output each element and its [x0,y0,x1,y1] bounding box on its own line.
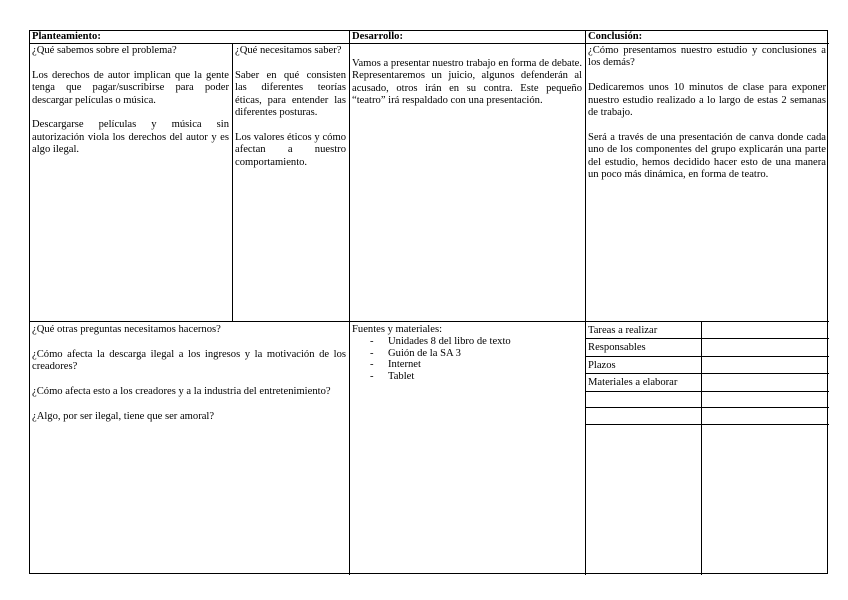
task-row-divider [585,424,829,425]
task-row-divider [585,373,829,374]
deadlines-label: Plazos [588,360,616,371]
question-income: ¿Cómo afecta la descarga ilegal a los ingresos y la motivación de los creadores? [32,348,346,373]
known-about-problem-cell [32,45,229,157]
divider-planteamiento-cols [232,43,233,321]
task-row-divider [585,391,829,392]
desarrollo-cell [352,58,582,108]
ethical-theories-paragraph: Saber en qué consisten las diferentes teorías éticas, para entender las diferentes posturas. [235,69,346,119]
task-row-divider [585,407,829,408]
illegal-download-paragraph: Descargarse películas y música sin autorización viola los derechos del autor y es algo ilegal. [32,119,229,156]
other-questions-title: ¿Qué otras preguntas necesitamos hacernos? [32,324,221,335]
sources-list [352,336,582,383]
divider-tasks-cols [701,321,702,575]
list-item: - Tablet [352,371,582,383]
list-item: - Internet [352,359,582,371]
list-item: - Guión de la SA 3 [352,348,582,360]
planteamiento-header: Planteamiento: [32,31,101,42]
question-industry: ¿Cómo afecta esto a los creadores y a la industria del entretenimiento? [32,386,331,397]
tasks-label: Tareas a realizar [588,325,658,336]
list-item: - Unidades 8 del libro de texto [352,336,582,348]
header-row-divider [30,43,829,44]
question-amoral: ¿Algo, por ser ilegal, tiene que ser amoral? [32,410,215,422]
responsibles-label: Responsables [588,342,646,353]
conclusion-header: Conclusión: [588,31,643,42]
project-planning-table [29,30,828,574]
desarrollo-text: Vamos a presentar nuestro trabajo en forma de debate. Representaremos un juicio, algunos defenderán al acusado, otros irán en su contra. Este pequeño “teatro” irá respaldado con una presentación. [352,58,582,107]
ethical-values-paragraph: Los valores éticos y cómo afectan a nuestro comportamiento. [235,131,346,168]
desarrollo-header: Desarrollo: [352,31,403,42]
divider-desarrollo-left [349,31,350,575]
materials-label: Materiales a elaborar [588,377,678,388]
known-question: ¿Qué sabemos sobre el problema? [32,45,177,56]
task-row-divider [585,356,829,357]
need-question: ¿Qué necesitamos saber? [235,45,342,56]
need-to-know-cell [235,45,346,169]
conclusion-paragraph-1: Dedicaremos unos 10 minutos de clase para exponer nuestro estudio realizado a lo largo de estas 2 semanas de trabajo. [588,82,826,119]
sources-cell [352,324,582,383]
copyright-paragraph: Los derechos de autor implican que la gente tenga que pagar/suscribirse para poder descargar películas o música. [32,69,229,106]
conclusion-paragraph-2: Será a través de una presentación de canva donde cada uno de los componentes del grupo explicarán una parte del estudio, hemos decidido hacer esto de una manera un poco más dinámica, en forma de teatro. [588,131,826,181]
other-questions-cell [32,324,346,423]
sources-title: Fuentes y materiales: [352,324,443,335]
divider-conclusion-left [585,31,586,575]
conclusion-question: ¿Cómo presentamos nuestro estudio y conclusiones a los demás? [588,45,826,69]
task-row-divider [585,338,829,339]
conclusion-cell [588,45,826,181]
middle-divider [30,321,829,322]
